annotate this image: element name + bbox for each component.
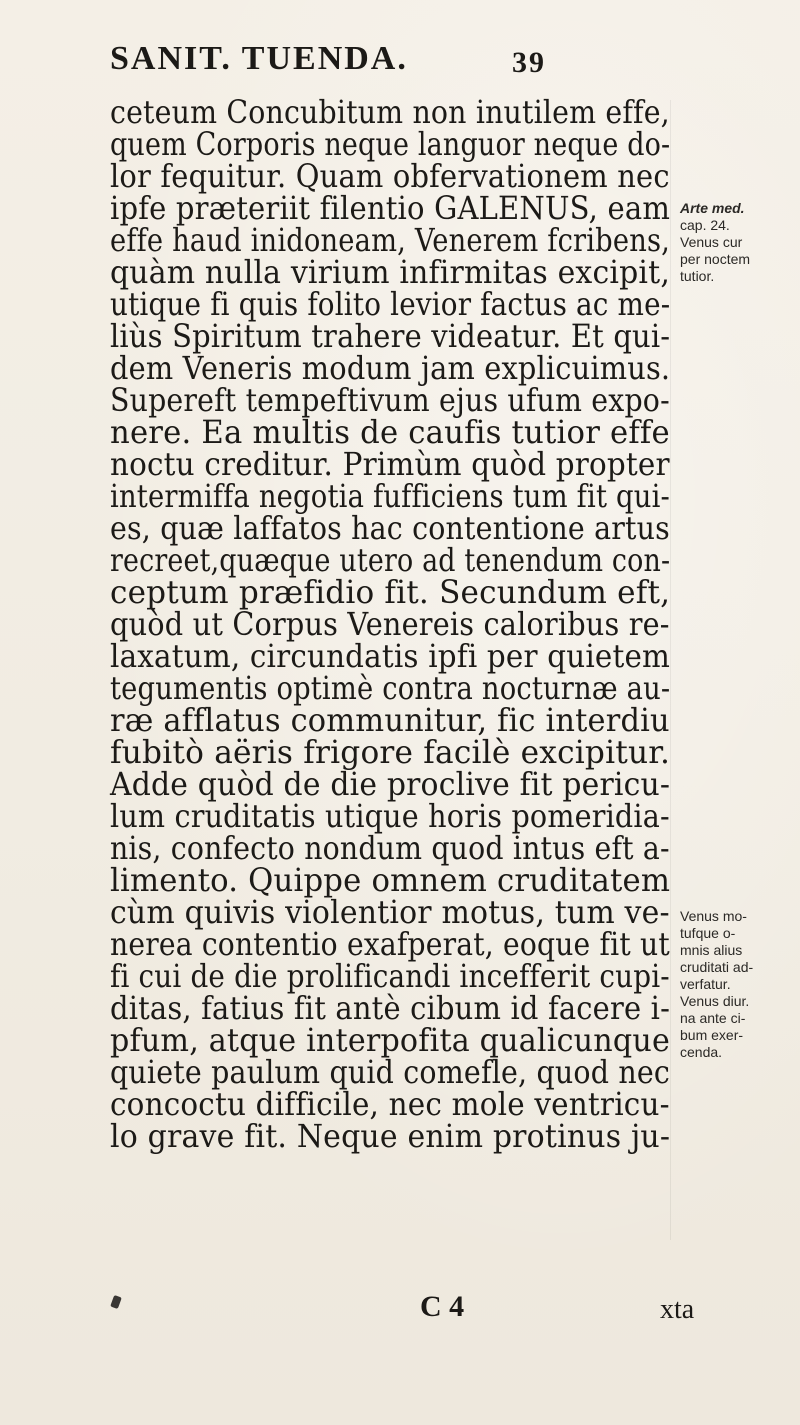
catchword: xta <box>660 1294 695 1325</box>
text-line-20: ræ afflatus communitur, fic interdiu <box>110 701 670 739</box>
margin-note-line: verfatur. <box>680 976 731 992</box>
text-line-8: liùs Spiritum trahere videatur. Et qui- <box>110 317 671 355</box>
text-line-26: cùm quivis violentior motus, tum ve- <box>110 893 670 931</box>
margin-note-heading: Arte med. <box>680 200 745 216</box>
text-line-17: quòd ut Corpus Venereis caloribus re- <box>110 605 670 643</box>
text-line-15: recreet,quæque utero ad tenendum con- <box>110 541 671 579</box>
text-line-25: limento. Quippe omnem cruditatem <box>110 861 671 899</box>
margin-note-line: Venus mo- <box>680 908 747 924</box>
margin-note-line: mnis alius <box>680 942 743 958</box>
text-line-11: nere. Ea multis de caufis tutior effe <box>110 413 670 451</box>
page-number: 39 <box>512 46 546 79</box>
text-line-12: noctu creditur. Primùm quòd propter <box>110 445 670 483</box>
margin-note-line: cenda. <box>680 1044 723 1060</box>
margin-note-line: per noctem <box>680 251 751 267</box>
text-line-27: nerea contentio exafperat, eoque fit ut <box>110 925 670 963</box>
text-line-1: ceteum Concubitum non inutilem effe, <box>110 93 670 131</box>
main-text <box>110 93 710 1155</box>
text-line-32: concoctu difficile, nec mole ventricu- <box>110 1085 670 1123</box>
text-line-23: lum cruditatis utique horis pomeridia- <box>110 797 670 835</box>
ink-smudge <box>110 1295 122 1309</box>
text-line-18: laxatum, circundatis ipfi per quietem <box>110 637 671 675</box>
margin-note-line: bum exer- <box>680 1027 744 1043</box>
text-line-22: Adde quòd de die proclive fit pericu- <box>110 765 671 803</box>
text-line-4: ipfe præteriit filentio GALENUS, eam <box>110 189 671 227</box>
margin-note-line: tufque o- <box>680 925 736 941</box>
page-header <box>110 40 610 88</box>
margin-note-line: cruditati ad- <box>680 959 754 975</box>
text-line-9: dem Veneris modum jam explicuimus. <box>110 349 671 387</box>
signature-mark: C 4 <box>420 1290 465 1323</box>
text-line-30: pfum, atque interpofita qualicunque <box>110 1021 670 1059</box>
text-line-5: effe haud inidoneam, Venerem fcribens, <box>110 221 671 259</box>
text-line-13: intermiffa negotia fufficiens tum fit qui- <box>110 477 670 515</box>
text-line-29: ditas, fatius fit antè cibum id facere i- <box>110 989 671 1027</box>
margin-note-line: Venus diur. <box>680 993 750 1009</box>
margin-note-line: cap. 24. <box>680 217 730 233</box>
margin-note-line: na ante ci- <box>680 1010 746 1026</box>
margin-note-line: Venus cur <box>680 234 743 250</box>
text-line-31: quiete paulum quid comefle, quod nec <box>110 1053 671 1091</box>
running-title: SANIT. TUENDA. <box>110 40 408 77</box>
text-line-16: ceptum præfidio fit. Secundum eft, <box>110 573 671 611</box>
text-line-24: nis, confecto nondum quod intus eft a- <box>110 829 670 867</box>
margin-note-venus-motus <box>680 908 753 1061</box>
text-line-7: utique fi quis folito levior factus ac me- <box>110 285 671 323</box>
margin-note-arte-med <box>680 200 750 285</box>
text-line-14: es, quæ laffatos hac contentione artus <box>110 509 670 547</box>
text-line-10: Supereft tempeftivum ejus ufum expo- <box>110 381 670 419</box>
margin-note-line: tutior. <box>680 268 715 284</box>
text-line-28: fi cui de die prolificandi incefferit cupi- <box>110 957 670 995</box>
text-line-21: fubitò aëris frigore facilè excipitur. <box>110 733 671 771</box>
text-line-19: tegumentis optimè contra nocturnæ au- <box>110 669 671 707</box>
text-line-3: lor fequitur. Quam obfervationem nec <box>110 157 670 195</box>
text-line-2: quem Corporis neque languor neque do- <box>110 125 671 163</box>
text-line-6: quàm nulla virium infirmitas excipit, <box>110 253 671 291</box>
text-line-33: lo grave fit. Neque enim protinus ju- <box>110 1117 671 1155</box>
